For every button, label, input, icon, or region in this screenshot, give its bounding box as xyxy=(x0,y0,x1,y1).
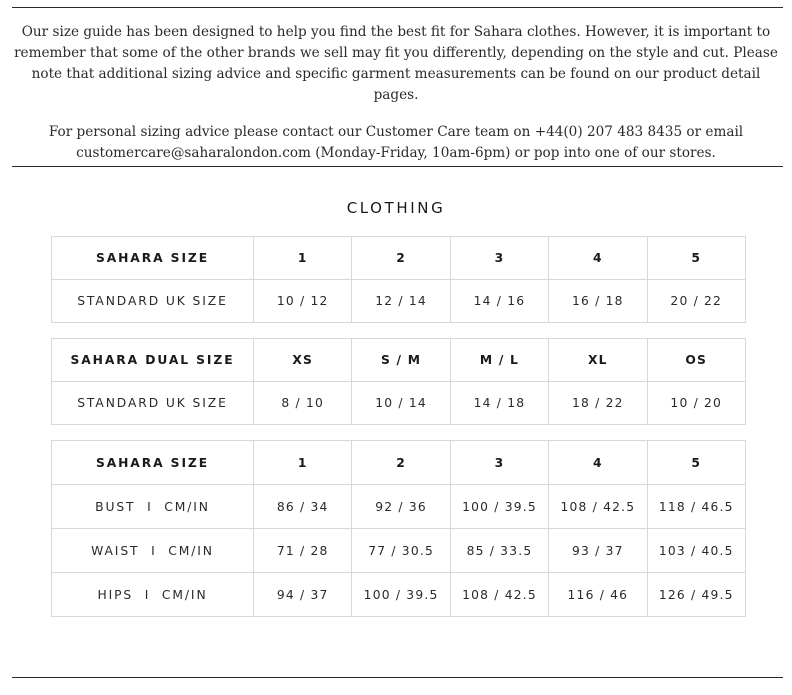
table-cell: XL xyxy=(549,339,647,382)
top-divider xyxy=(12,7,783,8)
row-label: SAHARA DUAL SIZE xyxy=(52,339,254,382)
table-cell: 118 / 46.5 xyxy=(647,485,745,529)
table-row xyxy=(52,280,746,323)
table-cell: M / L xyxy=(450,339,548,382)
row-label: SAHARA SIZE xyxy=(52,237,254,280)
uk-size-table xyxy=(51,236,746,323)
table-cell: 14 / 16 xyxy=(450,280,548,323)
table-cell: XS xyxy=(254,339,352,382)
table-cell: 86 / 34 xyxy=(254,485,352,529)
table-cell: S / M xyxy=(352,339,450,382)
table-cell: 2 xyxy=(352,441,450,485)
table-cell: 2 xyxy=(352,237,450,280)
table-cell: 14 / 18 xyxy=(450,382,548,425)
table-cell: 3 xyxy=(450,237,548,280)
size-guide-intro xyxy=(8,22,784,164)
table-row xyxy=(52,485,746,529)
table-cell: 71 / 28 xyxy=(254,529,352,573)
row-label: BUST I CM/IN xyxy=(52,485,254,529)
dual-size-table xyxy=(51,338,746,425)
table-cell: 8 / 10 xyxy=(254,382,352,425)
table-cell: 12 / 14 xyxy=(352,280,450,323)
table-cell: 100 / 39.5 xyxy=(450,485,548,529)
table-row xyxy=(52,339,746,382)
contact-paragraph: For personal sizing advice please contact our Customer Care team on +44(0) 207 483 8435 or email customercare@saharalondon.com (Monday-Friday, 10am-6pm) or pop into one of our stores. xyxy=(48,124,744,161)
table-cell: 3 xyxy=(450,441,548,485)
table-cell: 92 / 36 xyxy=(352,485,450,529)
table-cell: 100 / 39.5 xyxy=(352,573,450,617)
section-divider xyxy=(12,166,783,167)
table-cell: 94 / 37 xyxy=(254,573,352,617)
bottom-divider xyxy=(12,677,783,678)
table-cell: 20 / 22 xyxy=(647,280,745,323)
table-cell: 5 xyxy=(647,441,745,485)
table-cell: 1 xyxy=(254,237,352,280)
table-cell: 10 / 12 xyxy=(254,280,352,323)
table-cell: OS xyxy=(647,339,745,382)
table-cell: 18 / 22 xyxy=(549,382,647,425)
table-cell: 10 / 20 xyxy=(647,382,745,425)
row-label: STANDARD UK SIZE xyxy=(52,280,254,323)
table-cell: 1 xyxy=(254,441,352,485)
table-row xyxy=(52,237,746,280)
table-cell: 108 / 42.5 xyxy=(549,485,647,529)
table-row xyxy=(52,441,746,485)
row-label: SAHARA SIZE xyxy=(52,441,254,485)
section-title: CLOTHING xyxy=(346,199,446,217)
table-cell: 10 / 14 xyxy=(352,382,450,425)
table-cell: 108 / 42.5 xyxy=(450,573,548,617)
table-cell: 85 / 33.5 xyxy=(450,529,548,573)
measurements-table xyxy=(51,440,746,617)
row-label: STANDARD UK SIZE xyxy=(52,382,254,425)
table-cell: 116 / 46 xyxy=(549,573,647,617)
table-row xyxy=(52,573,746,617)
table-cell: 93 / 37 xyxy=(549,529,647,573)
table-cell: 103 / 40.5 xyxy=(647,529,745,573)
table-cell: 77 / 30.5 xyxy=(352,529,450,573)
intro-paragraph: Our size guide has been designed to help you find the best fit for Sahara clothes. However, it is important to remember that some of the other brands we sell may fit you differently, depending on the style and cut. Please note that additional sizing advice and specific garment measurements can be found on our product detail pages. xyxy=(14,24,778,103)
row-label: HIPS I CM/IN xyxy=(52,573,254,617)
table-cell: 4 xyxy=(549,237,647,280)
table-row xyxy=(52,382,746,425)
table-cell: 4 xyxy=(549,441,647,485)
table-cell: 126 / 49.5 xyxy=(647,573,745,617)
table-row xyxy=(52,529,746,573)
table-cell: 16 / 18 xyxy=(549,280,647,323)
row-label: WAIST I CM/IN xyxy=(52,529,254,573)
table-cell: 5 xyxy=(647,237,745,280)
